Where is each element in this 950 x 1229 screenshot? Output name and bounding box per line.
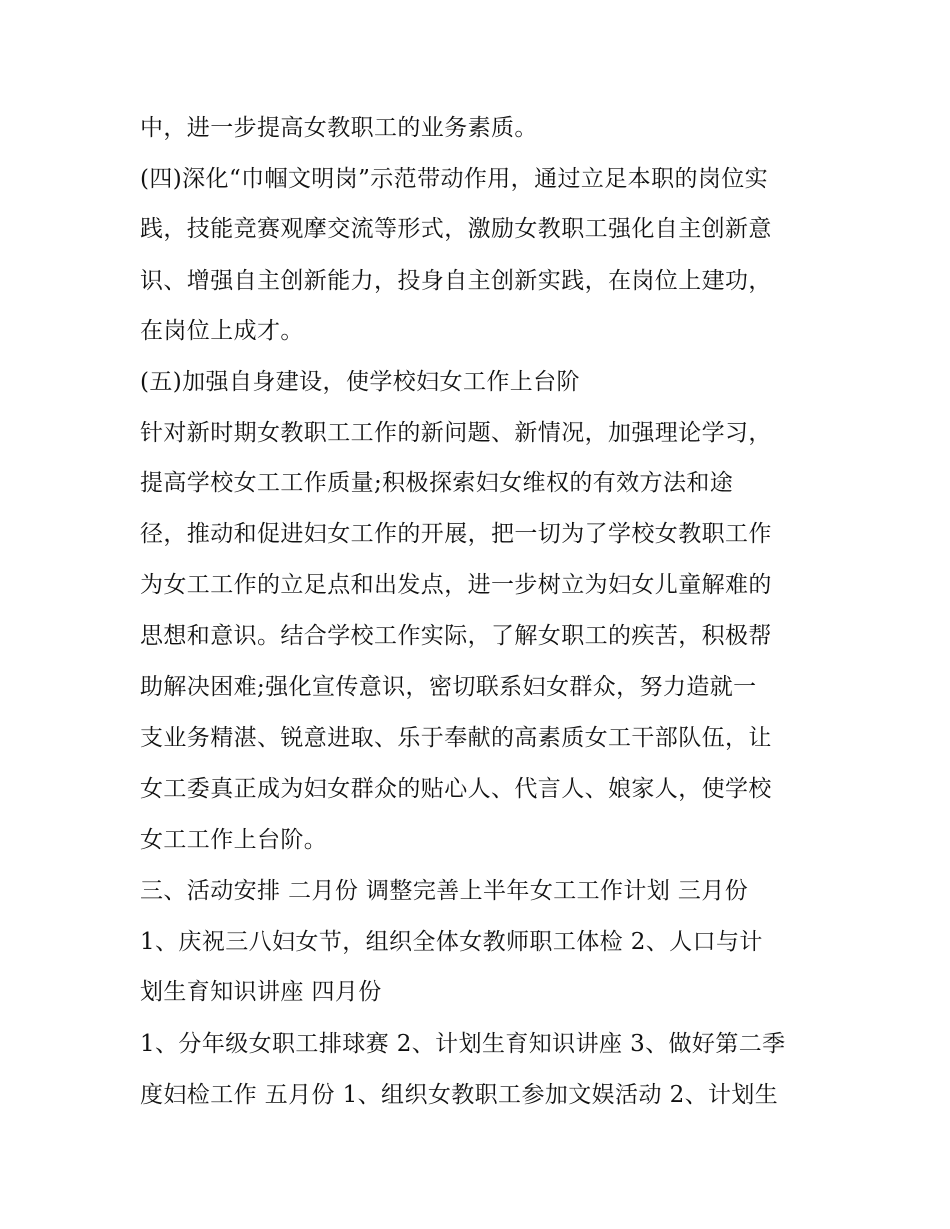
text-line: 女工委真正成为妇女群众的贴心人、代言人、娘家人，使学校 — [140, 776, 772, 802]
text-line: 1、分年级女职工排球赛 2、计划生育知识讲座 3、做好第二季 — [140, 1031, 786, 1057]
text-line: 度妇检工作 五月份 1、组织女教职工参加文娱活动 2、计划生 — [140, 1082, 779, 1108]
text-line: 为女工工作的立足点和出发点，进一步树立为妇女儿童解难的 — [140, 572, 772, 598]
text-line: (五)加强自身建设，使学校妇女工作上台阶 — [140, 369, 580, 395]
text-line: 划生育知识讲座 四月份 — [140, 979, 382, 1005]
text-line: 识、增强自主创新能力，投身自主创新实践，在岗位上建功， — [140, 268, 772, 294]
text-line: 支业务精湛、锐意进取、乐于奉献的高素质女工干部队伍，让 — [140, 725, 772, 751]
text-line: 女工工作上台阶。 — [140, 827, 328, 853]
text-line: 思想和意识。结合学校工作实际，了解女职工的疾苦，积极帮 — [140, 623, 772, 649]
text-line: 在岗位上成才。 — [140, 318, 304, 344]
text-line: 助解决困难;强化宣传意识，密切联系妇女群众，努力造就一 — [140, 674, 757, 700]
text-line: 中，进一步提高女教职工的业务素质。 — [140, 115, 538, 141]
text-line: 针对新时期女教职工工作的新问题、新情况，加强理论学习， — [140, 420, 772, 446]
text-line: 三、活动安排 二月份 调整完善上半年女工工作计划 三月份 — [140, 878, 749, 904]
text-line: 提高学校女工工作质量;积极探索妇女维权的有效方法和途 — [140, 470, 734, 496]
text-line: (四)深化“巾帼文明岗”示范带动作用，通过立足本职的岗位实 — [140, 166, 769, 192]
text-line: 1、庆祝三八妇女节，组织全体女教师职工体检 2、人口与计 — [140, 929, 763, 955]
text-line: 践，技能竞赛观摩交流等形式，激励女教职工强化自主创新意 — [140, 216, 772, 242]
text-line: 径，推动和促进妇女工作的开展，把一切为了学校女教职工作 — [140, 521, 772, 547]
